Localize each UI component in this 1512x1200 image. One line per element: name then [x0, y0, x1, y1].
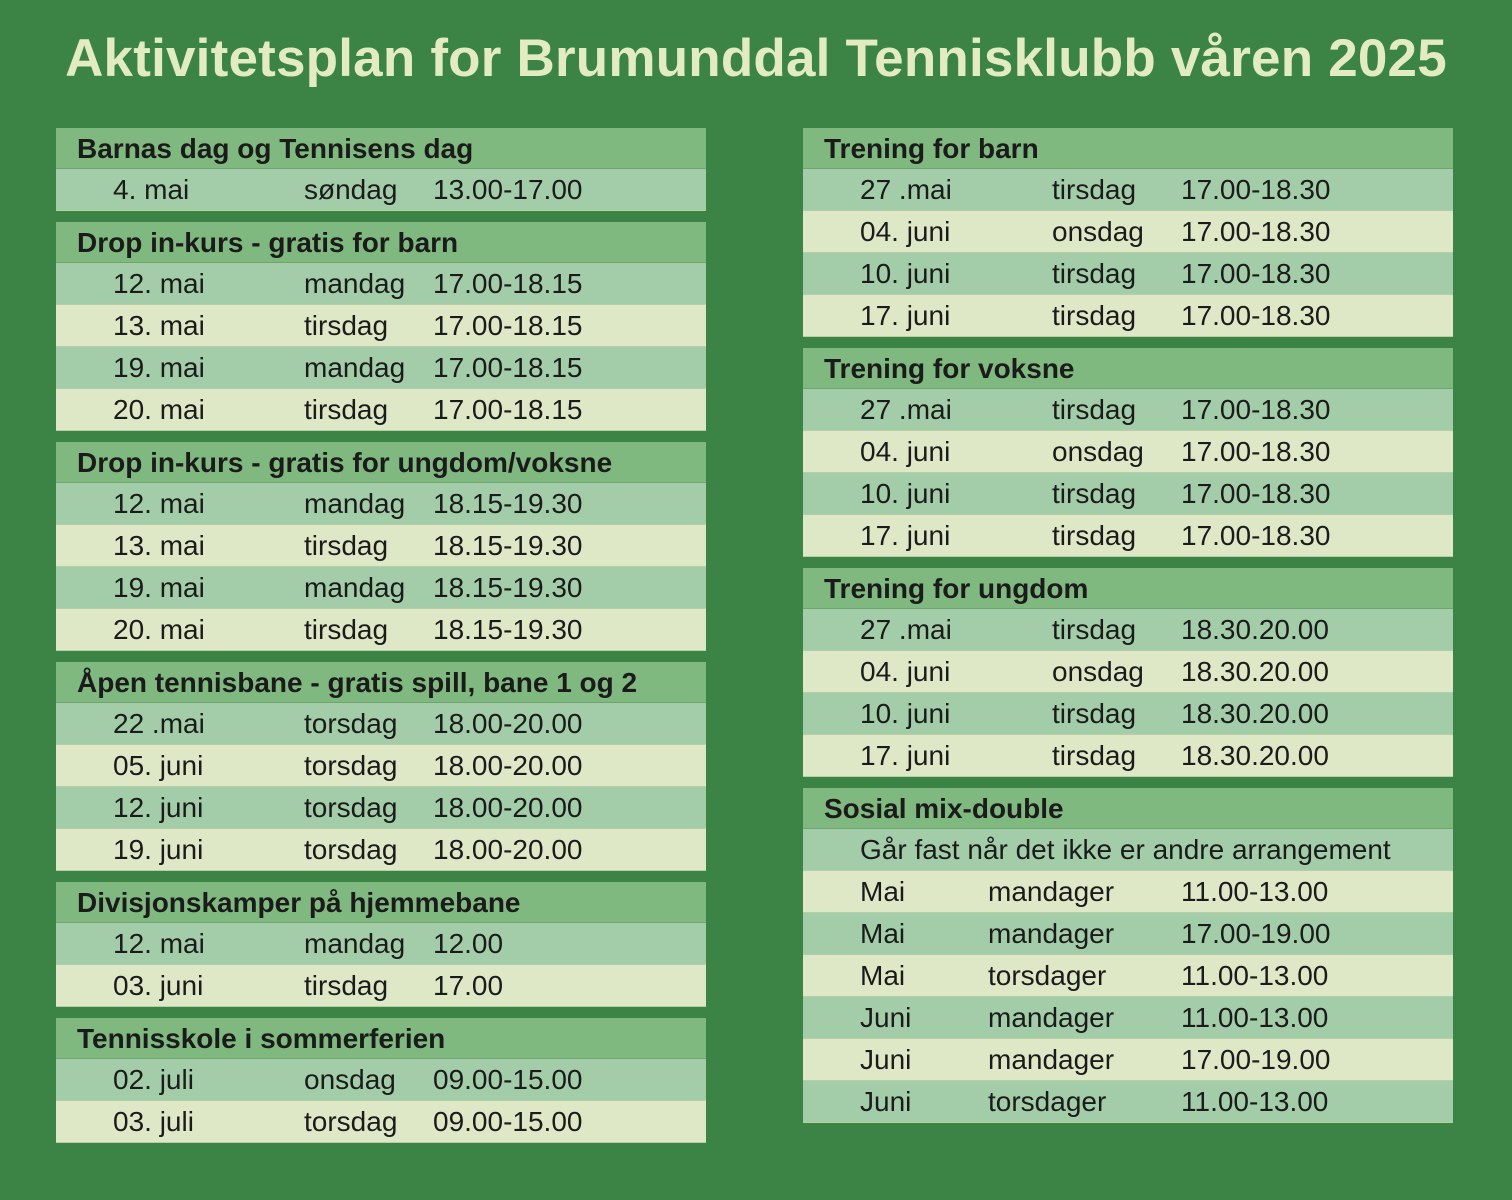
- time-cell: 18.30.20.00: [1181, 614, 1329, 645]
- weekday-cell: mandager: [988, 1002, 1115, 1033]
- section-rows: [56, 169, 706, 211]
- time-cell: 17.00: [433, 970, 504, 1001]
- schedule-row: [56, 1101, 706, 1143]
- schedule-row: [56, 347, 706, 389]
- schedule-row: [56, 923, 706, 965]
- date-cell: Juni: [860, 1086, 912, 1117]
- section-heading: Trening for voksne: [803, 348, 1453, 389]
- date-cell: 12. mai: [113, 928, 205, 959]
- weekday-cell: mandager: [988, 918, 1115, 949]
- schedule-row: [56, 1059, 706, 1101]
- schedule-row: [803, 871, 1453, 913]
- weekday-cell: tirsdag: [1052, 614, 1137, 645]
- date-cell: Mai: [860, 876, 906, 907]
- schedule-row: [56, 483, 706, 525]
- schedule-row: [803, 1081, 1453, 1123]
- weekday-cell: torsdag: [304, 1106, 398, 1137]
- section-rows: [56, 923, 706, 1007]
- weekday-cell: tirsdag: [304, 530, 389, 561]
- section-rows: [56, 1059, 706, 1143]
- schedule-row: [56, 787, 706, 829]
- date-cell: 27 .mai: [860, 394, 952, 425]
- section-heading: Trening for ungdom: [803, 568, 1453, 609]
- schedule-section: [56, 442, 706, 651]
- section-heading: Tennisskole i sommerferien: [56, 1018, 706, 1059]
- schedule-row: [56, 567, 706, 609]
- time-cell: 17.00-18.15: [433, 352, 583, 383]
- date-cell: Juni: [860, 1044, 912, 1075]
- date-cell: 12. mai: [113, 268, 205, 299]
- left-column: [56, 128, 706, 1154]
- section-rows: [803, 169, 1453, 337]
- time-cell: 11.00-13.00: [1181, 1002, 1329, 1033]
- schedule-row: [803, 295, 1453, 337]
- date-cell: 27 .mai: [860, 174, 952, 205]
- schedule-row: [803, 473, 1453, 515]
- weekday-cell: søndag: [304, 174, 398, 205]
- date-cell: 12. mai: [113, 488, 205, 519]
- page-title: Aktivitetsplan for Brumunddal Tennisklubb våren 2025: [65, 29, 1447, 88]
- section-heading: Trening for barn: [803, 128, 1453, 169]
- time-cell: 17.00-18.30: [1181, 300, 1331, 331]
- date-cell: 04. juni: [860, 216, 951, 247]
- weekday-cell: onsdag: [1052, 436, 1144, 467]
- section-note: [803, 829, 1453, 871]
- section-heading: Divisjonskamper på hjemmebane: [56, 882, 706, 923]
- weekday-cell: tirsdag: [1052, 520, 1137, 551]
- date-cell: 17. juni: [860, 300, 951, 331]
- date-cell: Mai: [860, 918, 906, 949]
- date-cell: 4. mai: [113, 174, 190, 205]
- schedule-row: [803, 253, 1453, 295]
- weekday-cell: tirsdag: [304, 394, 389, 425]
- section-rows: [803, 609, 1453, 777]
- date-cell: 19. mai: [113, 572, 205, 603]
- weekday-cell: torsdag: [304, 750, 398, 781]
- schedule-row: [56, 525, 706, 567]
- schedule-row: [56, 169, 706, 211]
- date-cell: 19. mai: [113, 352, 205, 383]
- time-cell: 17.00-18.30: [1181, 258, 1331, 289]
- time-cell: 11.00-13.00: [1181, 876, 1329, 907]
- schedule-section: [56, 662, 706, 871]
- time-cell: 18.15-19.30: [433, 488, 583, 519]
- schedule-row: [803, 431, 1453, 473]
- time-cell: 18.00-20.00: [433, 834, 583, 865]
- weekday-cell: mandag: [304, 488, 406, 519]
- schedule-row: [56, 703, 706, 745]
- section-rows: [56, 703, 706, 871]
- section-heading: Drop in-kurs - gratis for ungdom/voksne: [56, 442, 706, 483]
- section-heading: Åpen tennisbane - gratis spill, bane 1 og 2: [56, 662, 706, 703]
- date-cell: Mai: [860, 960, 906, 991]
- schedule-row: [56, 609, 706, 651]
- date-cell: 03. juni: [113, 970, 204, 1001]
- section-rows: [56, 483, 706, 651]
- time-cell: 17.00-18.30: [1181, 520, 1331, 551]
- date-cell: 10. juni: [860, 258, 951, 289]
- date-cell: 20. mai: [113, 614, 205, 645]
- time-cell: 18.15-19.30: [433, 614, 583, 645]
- schedule-row: [803, 389, 1453, 431]
- date-cell: 17. juni: [860, 740, 951, 771]
- time-cell: 12.00: [433, 928, 504, 959]
- schedule-section: [56, 222, 706, 431]
- date-cell: 03. juli: [113, 1106, 194, 1137]
- time-cell: 17.00-18.30: [1181, 216, 1331, 247]
- weekday-cell: tirsdag: [1052, 300, 1137, 331]
- date-cell: 12. juni: [113, 792, 204, 823]
- time-cell: 18.15-19.30: [433, 530, 583, 561]
- date-cell: 02. juli: [113, 1064, 194, 1095]
- time-cell: 09.00-15.00: [433, 1064, 583, 1095]
- schedule-row: [803, 609, 1453, 651]
- weekday-cell: onsdag: [1052, 216, 1144, 247]
- date-cell: 22 .mai: [113, 708, 205, 739]
- time-cell: 18.30.20.00: [1181, 656, 1329, 687]
- section-heading: Sosial mix-double: [803, 788, 1453, 829]
- weekday-cell: tirsdag: [1052, 740, 1137, 771]
- weekday-cell: tirsdag: [304, 970, 389, 1001]
- time-cell: 17.00-18.15: [433, 310, 583, 341]
- date-cell: 19. juni: [113, 834, 204, 865]
- schedule-row: [803, 693, 1453, 735]
- date-cell: 05. juni: [113, 750, 204, 781]
- schedule-row: [803, 913, 1453, 955]
- schedule-row: [803, 651, 1453, 693]
- weekday-cell: mandager: [988, 1044, 1115, 1075]
- time-cell: 17.00-18.30: [1181, 394, 1331, 425]
- weekday-cell: torsdager: [988, 960, 1107, 991]
- date-cell: 27 .mai: [860, 614, 952, 645]
- date-cell: 10. juni: [860, 698, 951, 729]
- date-cell: 20. mai: [113, 394, 205, 425]
- time-cell: 11.00-13.00: [1181, 1086, 1329, 1117]
- right-column: [803, 128, 1453, 1134]
- time-cell: 18.30.20.00: [1181, 698, 1329, 729]
- date-cell: 17. juni: [860, 520, 951, 551]
- schedule-row: [56, 745, 706, 787]
- time-cell: 17.00-18.15: [433, 268, 583, 299]
- weekday-cell: torsdag: [304, 834, 398, 865]
- section-rows: [56, 263, 706, 431]
- schedule-section: [56, 128, 706, 211]
- time-cell: 17.00-18.30: [1181, 174, 1331, 205]
- weekday-cell: tirsdag: [1052, 478, 1137, 509]
- time-cell: 18.30.20.00: [1181, 740, 1329, 771]
- time-cell: 17.00-18.15: [433, 394, 583, 425]
- time-cell: 17.00-19.00: [1181, 1044, 1331, 1075]
- schedule-section: [803, 348, 1453, 557]
- schedule-row: [803, 211, 1453, 253]
- section-heading: Barnas dag og Tennisens dag: [56, 128, 706, 169]
- time-cell: 18.00-20.00: [433, 792, 583, 823]
- schedule-row: [56, 965, 706, 1007]
- weekday-cell: tirsdag: [1052, 698, 1137, 729]
- schedule-row: [56, 829, 706, 871]
- section-heading: Drop in-kurs - gratis for barn: [56, 222, 706, 263]
- time-cell: 17.00-18.30: [1181, 436, 1331, 467]
- weekday-cell: mandag: [304, 352, 406, 383]
- schedule-section: [803, 788, 1453, 1123]
- schedule-row: [803, 955, 1453, 997]
- schedule-row: [803, 169, 1453, 211]
- weekday-cell: mandag: [304, 572, 406, 603]
- section-rows: [803, 829, 1453, 1123]
- weekday-cell: tirsdag: [304, 614, 389, 645]
- weekday-cell: mandag: [304, 268, 406, 299]
- time-cell: 18.00-20.00: [433, 750, 583, 781]
- schedule-row: [56, 389, 706, 431]
- date-cell: 04. juni: [860, 656, 951, 687]
- schedule-row: [803, 515, 1453, 557]
- time-cell: 18.00-20.00: [433, 708, 583, 739]
- time-cell: 17.00-18.30: [1181, 478, 1331, 509]
- weekday-cell: torsdager: [988, 1086, 1107, 1117]
- note-text: Går fast når det ikke er andre arrangement: [860, 834, 1391, 865]
- schedule-row: [803, 1039, 1453, 1081]
- schedule-row: [56, 263, 706, 305]
- weekday-cell: mandager: [988, 876, 1115, 907]
- schedule-section: [803, 128, 1453, 337]
- weekday-cell: tirsdag: [1052, 258, 1137, 289]
- schedule-section: [803, 568, 1453, 777]
- weekday-cell: onsdag: [1052, 656, 1144, 687]
- date-cell: Juni: [860, 1002, 912, 1033]
- schedule-row: [56, 305, 706, 347]
- schedule-section: [56, 882, 706, 1007]
- weekday-cell: tirsdag: [1052, 174, 1137, 205]
- date-cell: 04. juni: [860, 436, 951, 467]
- date-cell: 13. mai: [113, 310, 205, 341]
- weekday-cell: mandag: [304, 928, 406, 959]
- date-cell: 13. mai: [113, 530, 205, 561]
- schedule-section: [56, 1018, 706, 1143]
- schedule-row: [803, 735, 1453, 777]
- time-cell: 11.00-13.00: [1181, 960, 1329, 991]
- time-cell: 13.00-17.00: [433, 174, 583, 205]
- weekday-cell: onsdag: [304, 1064, 396, 1095]
- weekday-cell: tirsdag: [1052, 394, 1137, 425]
- weekday-cell: tirsdag: [304, 310, 389, 341]
- time-cell: 17.00-19.00: [1181, 918, 1331, 949]
- time-cell: 18.15-19.30: [433, 572, 583, 603]
- section-rows: [803, 389, 1453, 557]
- weekday-cell: torsdag: [304, 792, 398, 823]
- schedule-row: [803, 997, 1453, 1039]
- time-cell: 09.00-15.00: [433, 1106, 583, 1137]
- weekday-cell: torsdag: [304, 708, 398, 739]
- date-cell: 10. juni: [860, 478, 951, 509]
